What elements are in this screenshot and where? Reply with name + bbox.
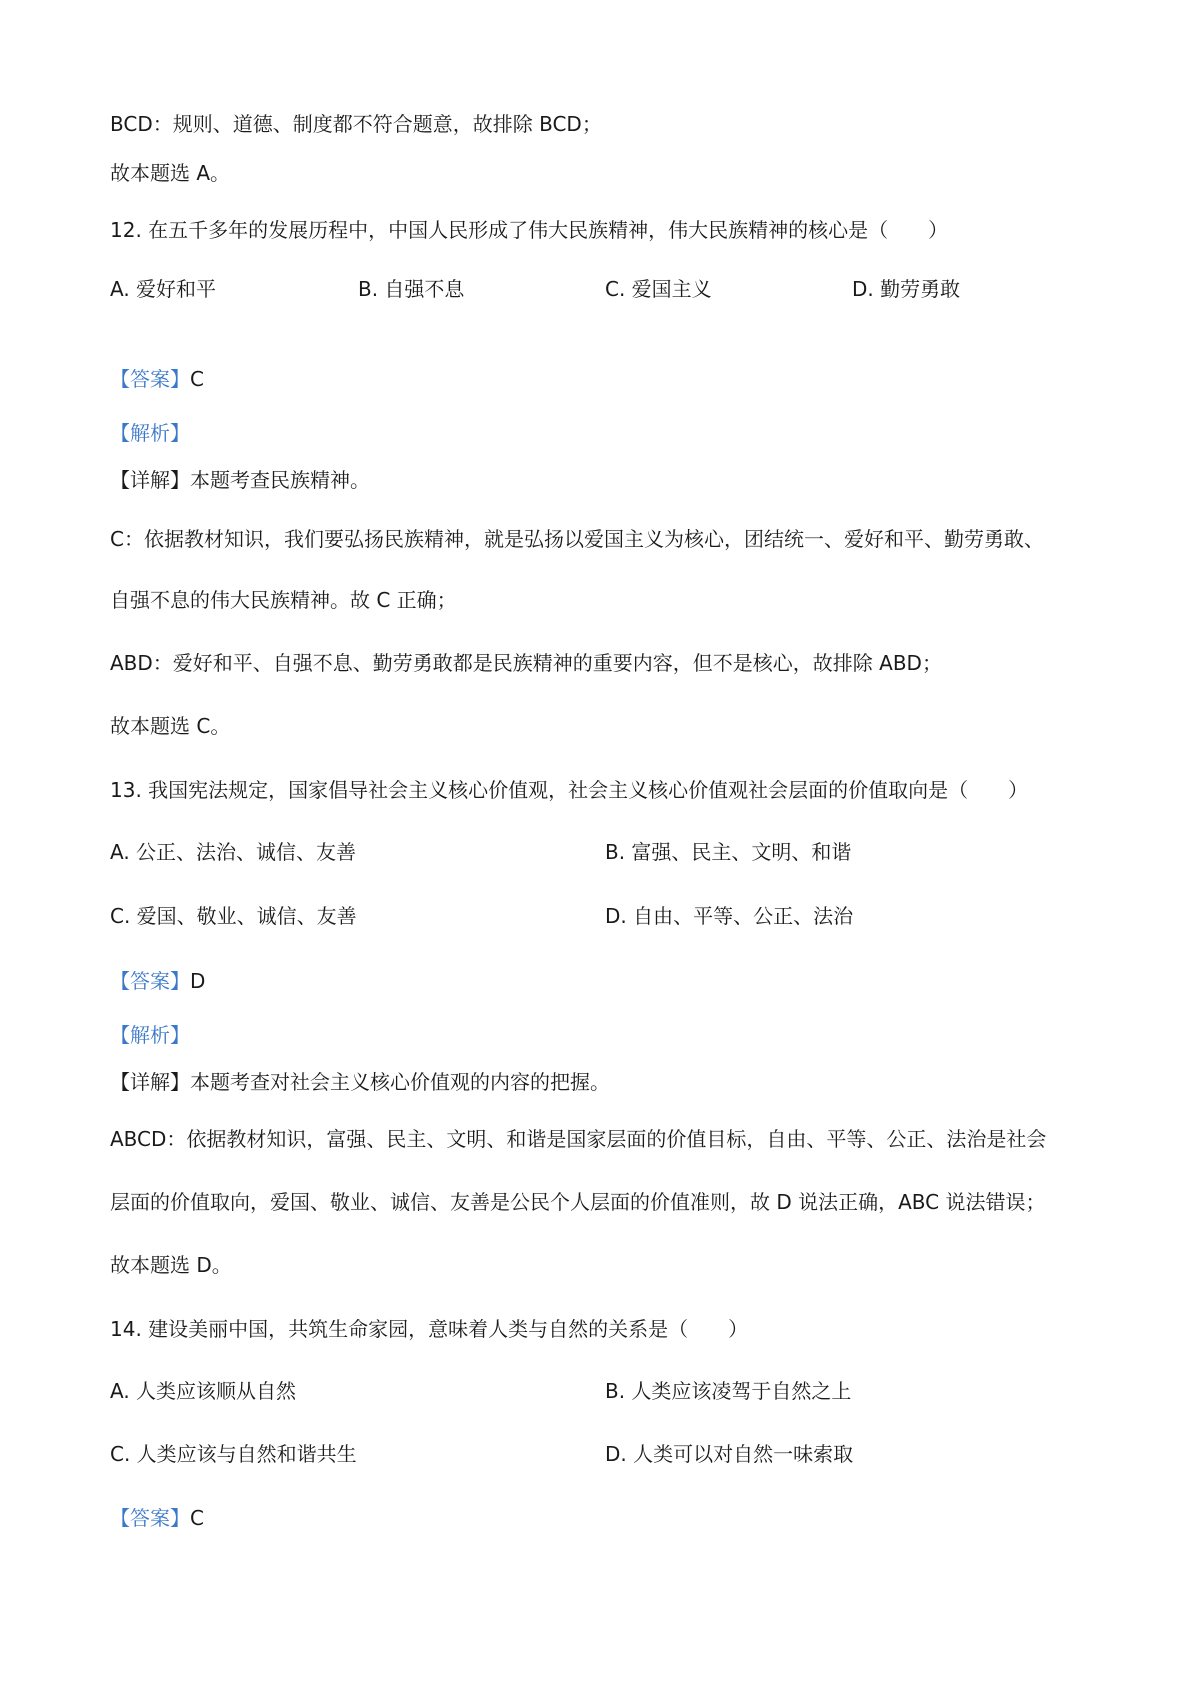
- q13-detail: 【详解】本题考查对社会主义核心价值观的内容的把握。: [110, 1070, 610, 1094]
- q13-answer-value: D: [190, 969, 206, 993]
- q12-option-a: A. 爱好和平: [110, 277, 217, 301]
- q14-option-b: B. 人类应该凌驾于自然之上: [605, 1379, 852, 1403]
- q12-answer-tag: 【答案】: [110, 367, 190, 391]
- q13-stem: 13. 我国宪法规定，国家倡导社会主义核心价值观，社会主义核心价值观社会层面的价值取向是（ ）: [110, 778, 1029, 802]
- q14-stem: 14. 建设美丽中国，共筑生命家园，意味着人类与自然的关系是（ ）: [110, 1317, 749, 1341]
- q13-analysis-tag: 【解析】: [110, 1023, 190, 1047]
- q14-answer: [110, 1504, 204, 1532]
- q12-conclusion: 故本题选 C。: [110, 714, 231, 738]
- q13-conclusion: 故本题选 D。: [110, 1253, 232, 1277]
- q14-answer-value: C: [190, 1506, 204, 1530]
- q12-analysis-tag: 【解析】: [110, 421, 190, 445]
- q14-option-c: C. 人类应该与自然和谐共生: [110, 1442, 357, 1466]
- q12-option-b: B. 自强不息: [358, 277, 465, 301]
- q13-answer-tag: 【答案】: [110, 969, 190, 993]
- q12-answer: [110, 365, 204, 393]
- q12-stem: 12. 在五千多年的发展历程中，中国人民形成了伟大民族精神，伟大民族精神的核心是（ ）: [110, 218, 949, 242]
- q13-option-a: A. 公正、法治、诚信、友善: [110, 840, 357, 864]
- q12-answer-value: C: [190, 367, 204, 391]
- q12-detail: 【详解】本题考查民族精神。: [110, 468, 370, 492]
- q12-option-c: C. 爱国主义: [605, 277, 712, 301]
- q12-explanation-line-2: 自强不息的伟大民族精神。故 C 正确；: [110, 588, 457, 612]
- q14-option-a: A. 人类应该顺从自然: [110, 1379, 297, 1403]
- q13-option-d: D. 自由、平等、公正、法治: [605, 904, 854, 928]
- q14-answer-tag: 【答案】: [110, 1506, 190, 1530]
- q12-option-d: D. 勤劳勇敢: [852, 277, 961, 301]
- q13-answer: [110, 967, 205, 995]
- q14-option-d: D. 人类可以对自然一味索取: [605, 1442, 854, 1466]
- prev-explanation-bcd: BCD：规则、道德、制度都不符合题意，故排除 BCD；: [110, 112, 602, 136]
- prev-conclusion: 故本题选 A。: [110, 161, 231, 185]
- q13-option-c: C. 爱国、敬业、诚信、友善: [110, 904, 357, 928]
- q12-explanation-line-1: C：依据教材知识，我们要弘扬民族精神，就是弘扬以爱国主义为核心，团结统一、爱好和平、勤劳勇敢、: [110, 527, 1044, 551]
- q12-explanation-line-3: ABD：爱好和平、自强不息、勤劳勇敢都是民族精神的重要内容，但不是核心，故排除 ABD；: [110, 651, 942, 675]
- q13-option-b: B. 富强、民主、文明、和谐: [605, 840, 852, 864]
- q13-explanation-line-1: ABCD：依据教材知识，富强、民主、文明、和谐是国家层面的价值目标，自由、平等、公正、法治是社会: [110, 1127, 1047, 1151]
- q13-explanation-line-2: 层面的价值取向，爱国、敬业、诚信、友善是公民个人层面的价值准则，故 D 说法正确，ABC 说法错误；: [110, 1190, 1046, 1214]
